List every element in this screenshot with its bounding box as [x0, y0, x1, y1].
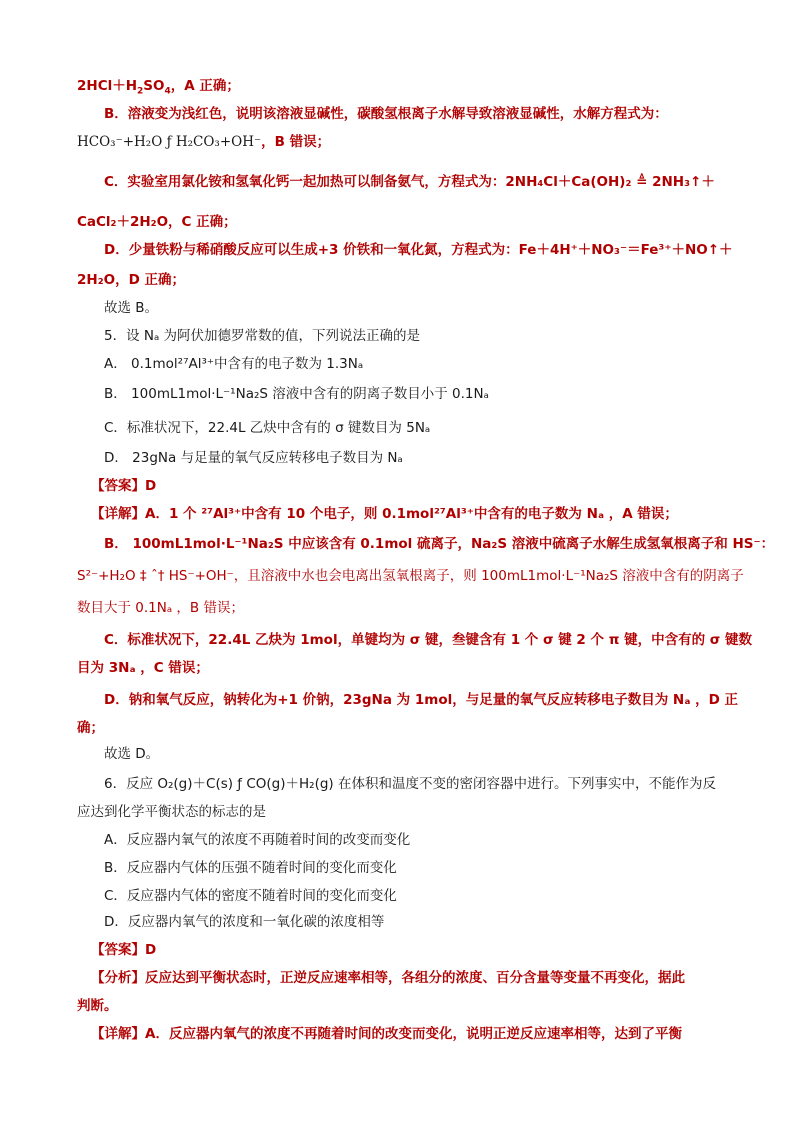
answer-label: 【答案】D — [91, 942, 157, 958]
question-stem: 6．反应 O₂(g)＋C(s) ƒ CO(g)＋H₂(g) 在体积和温度不变的密闭容器中进行。下列事实中，不能作为反 — [104, 776, 716, 792]
question-stem: 应达到化学平衡状态的标志的是 — [77, 804, 266, 820]
option-c: C．反应器内气体的密度不随着时间的变化而变化 — [104, 888, 397, 904]
text-line: 数目大于 0.1Nₐ ，B 错误； — [77, 600, 244, 616]
text-line: 故选 D。 — [104, 746, 160, 762]
text-line: D．钠和氧气反应，钠转化为+1 价钠，23gNa 为 1mol，与足量的氧气反应转移电子数目为 Nₐ ，D 正 — [104, 692, 739, 708]
option-b: B． 100mL1mol·L⁻¹Na₂S 溶液中含有的阴离子数目小于 0.1Nₐ — [104, 386, 489, 402]
text-line: 故选 B。 — [104, 300, 159, 316]
text-line: 【详解】A．1 个 ²⁷Al³⁺中含有 10 个电子，则 0.1mol²⁷Al³⁺中含有的电子数为 Nₐ ，A 错误； — [91, 506, 678, 522]
text-line: 2H₂O，D 正确； — [77, 272, 185, 288]
analysis-line: 【分析】反应达到平衡状态时，正逆反应速率相等，各组分的浓度、百分含量等变量不再变化，据此 — [91, 970, 685, 986]
text-line: C．标准状况下，22.4L 乙炔为 1mol，单键均为 σ 键，叁键含有 1 个 σ 键 2 个 π 键，中含有的 σ 键数 — [104, 632, 752, 648]
text-line: HCO₃⁻+H₂O ƒ H₂CO₃+OH⁻，B 错误； — [77, 134, 331, 150]
text-line: B． 100mL1mol·L⁻¹Na₂S 中应该含有 0.1mol 硫离子，Na₂S 溶液中硫离子水解生成氢氧根离子和 HS⁻： — [104, 536, 775, 552]
text-line: 【详解】A．反应器内氧气的浓度不再随着时间的改变而变化，说明正逆反应速率相等，达到了平衡 — [91, 1026, 682, 1042]
option-a: A．反应器内氧气的浓度不再随着时间的改变而变化 — [104, 832, 411, 848]
text-line: 确； — [77, 720, 104, 736]
option-c: C．标准状况下，22.4L 乙炔中含有的 σ 键数目为 5Nₐ — [104, 420, 431, 436]
question-stem: 5．设 Nₐ 为阿伏加德罗常数的值，下列说法正确的是 — [104, 328, 421, 344]
text-line: S²⁻+H₂O ‡ ˆ† HS⁻+OH⁻，且溶液中水也会电离出氢氧根离子，则 100mL1mol·L⁻¹Na₂S 溶液中含有的阴离子 — [77, 568, 744, 584]
text-line: CaCl₂＋2H₂O，C 正确； — [77, 214, 237, 230]
option-b: B．反应器内气体的压强不随着时间的变化而变化 — [104, 860, 397, 876]
text-line: C．实验室用氯化铵和氢氧化钙一起加热可以制备氨气，方程式为：2NH₄Cl＋Ca(OH)₂ ≜ 2NH₃↑＋ — [104, 174, 715, 190]
text-line: B．溶液变为浅红色，说明该溶液显碱性，碳酸氢根离子水解导致溶液显碱性，水解方程式为： — [104, 106, 668, 122]
text-line: 目为 3Nₐ ，C 错误； — [77, 660, 209, 676]
text-line: D．少量铁粉与稀硝酸反应可以生成+3 价铁和一氧化氮，方程式为：Fe＋4H⁺＋NO₃⁻＝Fe³⁺＋NO↑＋ — [104, 242, 733, 258]
option-a: A． 0.1mol²⁷Al³⁺中含有的电子数为 1.3Nₐ — [104, 356, 364, 372]
answer-label: 【答案】D — [91, 478, 157, 494]
option-d: D． 23gNa 与足量的氧气反应转移电子数目为 Nₐ — [104, 450, 403, 466]
analysis-line: 判断。 — [77, 998, 118, 1014]
option-d: D．反应器内氧气的浓度和一氧化碳的浓度相等 — [104, 914, 385, 930]
text-line: $2HCl+H_2SO_4$，A 正确； — [77, 78, 240, 97]
